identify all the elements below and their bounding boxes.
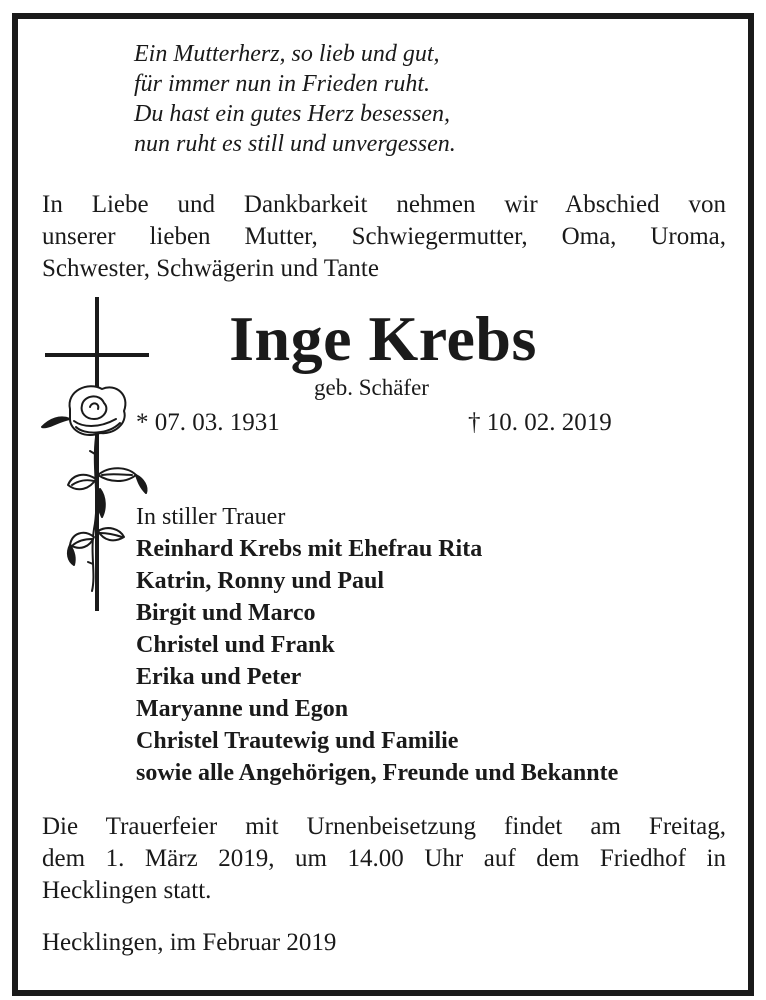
mourner-name: Birgit und Marco [136, 600, 316, 626]
funeral-line-3: Hecklingen statt. [42, 877, 212, 904]
funeral-line-1: Die Trauerfeier mit Urnenbeisetzung findet am Freitag, [42, 813, 726, 840]
funeral-notice [42, 811, 726, 907]
poem-line-1: Ein Mutterherz, so lieb und gut, [134, 41, 440, 67]
intro-text [42, 189, 726, 285]
funeral-line-2: dem 1. März 2019, um 14.00 Uhr auf dem Friedhof in [42, 845, 726, 872]
rose-icon [40, 379, 150, 594]
mourners-intro: In stiller Trauer [136, 504, 286, 530]
poem-line-2: für immer nun in Frieden ruht. [134, 71, 430, 97]
birth-date: * 07. 03. 1931 [136, 409, 280, 436]
maiden-name: geb. Schäfer [314, 375, 429, 400]
mourner-name: Reinhard Krebs mit Ehefrau Rita [136, 536, 483, 562]
intro-line-3: Schwester, Schwägerin und Tante [42, 255, 379, 282]
mourner-name: Katrin, Ronny und Paul [136, 568, 385, 594]
obituary-frame [12, 13, 754, 996]
intro-line-2: unserer lieben Mutter, Schwiegermutter, Oma, Uroma, [42, 223, 726, 250]
intro-line-1: In Liebe und Dankbarkeit nehmen wir Abschied von [42, 191, 726, 218]
deceased-name: Inge Krebs [229, 303, 537, 374]
mourner-name: Christel und Frank [136, 632, 335, 658]
mourner-name: Maryanne und Egon [136, 696, 349, 722]
mourner-name: Christel Trautewig und Familie [136, 728, 459, 754]
poem-line-4: nun ruht es still und unvergessen. [134, 131, 456, 157]
mourner-name: sowie alle Angehörigen, Freunde und Bekannte [136, 760, 619, 786]
mourner-name: Erika und Peter [136, 664, 302, 690]
poem [134, 39, 456, 159]
poem-line-3: Du hast ein gutes Herz besessen, [134, 101, 450, 127]
place-date-signature: Hecklingen, im Februar 2019 [42, 929, 337, 956]
death-date: † 10. 02. 2019 [468, 409, 612, 436]
mourners-list [136, 501, 618, 789]
